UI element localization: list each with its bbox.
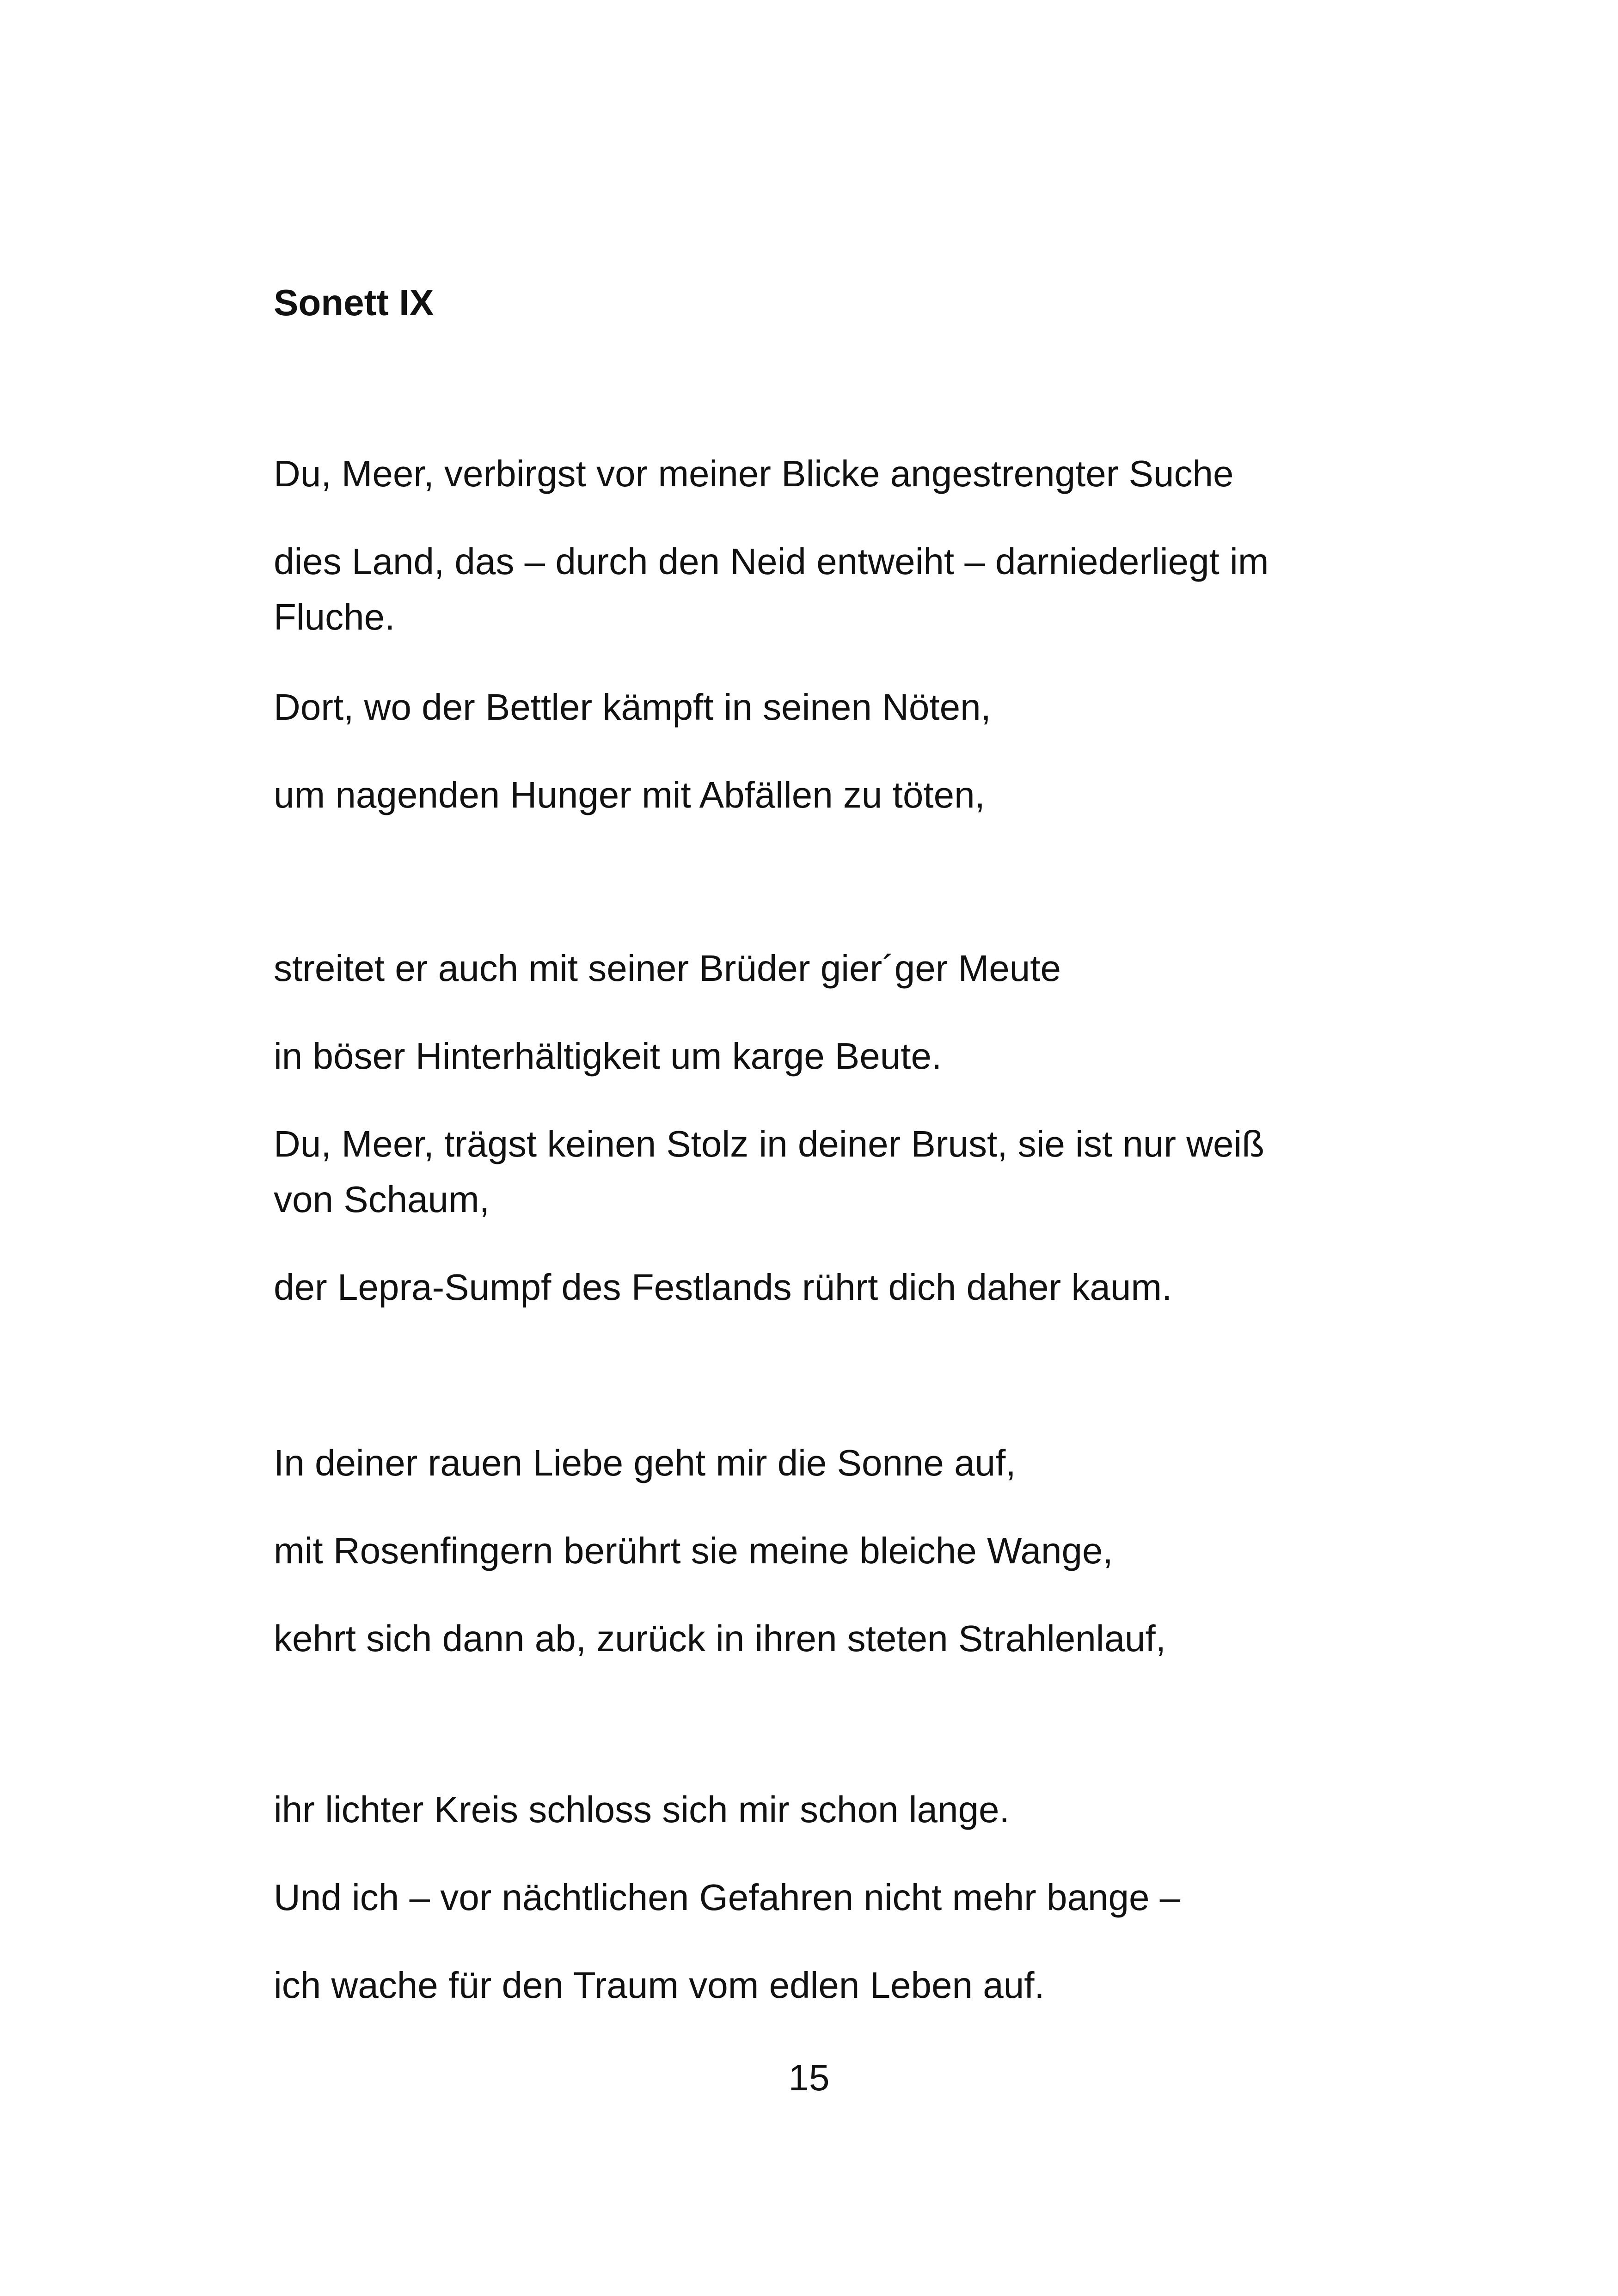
poem-line: kehrt sich dann ab, zurück in ihren steten Strahlenlauf,	[274, 1618, 1166, 1659]
poem-line: um nagenden Hunger mit Abfällen zu töten,	[274, 774, 985, 815]
poem-line: in böser Hinterhältigkeit um karge Beute.	[274, 1035, 942, 1077]
poem-line: von Schaum,	[274, 1179, 490, 1220]
poem-line: Und ich – vor nächtlichen Gefahren nicht mehr bange –	[274, 1877, 1181, 1918]
poem-line: Du, Meer, verbirgst vor meiner Blicke angestrengter Suche	[274, 453, 1234, 494]
poem-line: In deiner rauen Liebe geht mir die Sonne auf,	[274, 1442, 1016, 1483]
poem-line: ich wache für den Traum vom edlen Leben auf.	[274, 1965, 1045, 2006]
poem-line: Fluche.	[274, 596, 395, 637]
page-number: 15	[788, 2057, 830, 2098]
poem-line: ihr lichter Kreis schloss sich mir schon lange.	[274, 1789, 1010, 1830]
poem-line: mit Rosenfingern berührt sie meine bleiche Wange,	[274, 1530, 1113, 1571]
poem-line: der Lepra-Sumpf des Festlands rührt dich daher kaum.	[274, 1267, 1172, 1308]
poem-line: streitet er auch mit seiner Brüder gier´ger Meute	[274, 948, 1061, 989]
poem-line: Dort, wo der Bettler kämpft in seinen Nöten,	[274, 686, 991, 728]
poem-line: Du, Meer, trägst keinen Stolz in deiner Brust, sie ist nur weiß	[274, 1123, 1265, 1164]
poem-title: Sonett IX	[274, 282, 434, 323]
poem-line: dies Land, das – durch den Neid entweiht – darniederliegt im	[274, 541, 1269, 582]
